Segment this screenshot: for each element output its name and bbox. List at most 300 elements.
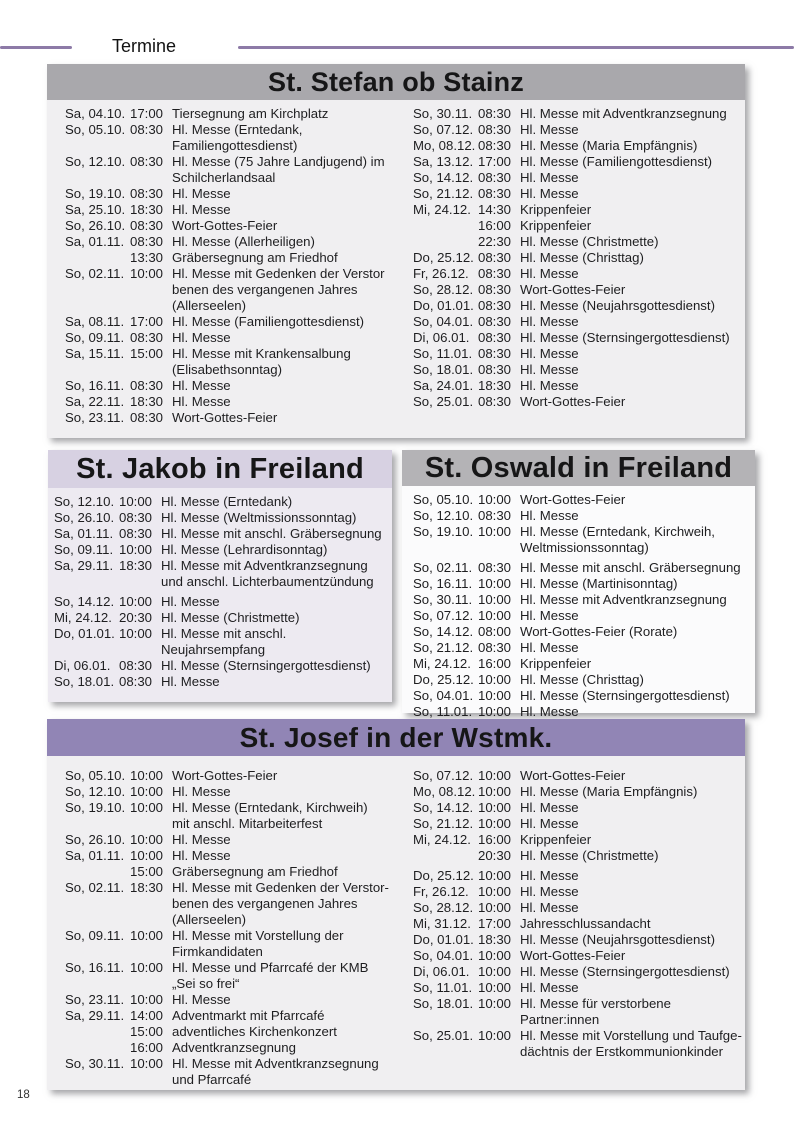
entry-time: 08:30 bbox=[119, 510, 153, 525]
entry-time: 08:30 bbox=[478, 640, 512, 655]
entry-date: So, 02.11. bbox=[65, 266, 125, 281]
entry-time: 10:00 bbox=[119, 494, 153, 509]
entry-date: So, 19.10. bbox=[65, 186, 126, 201]
entry-time: 08:30 bbox=[119, 526, 153, 541]
entry-time: 08:30 bbox=[119, 674, 153, 689]
schedule-column bbox=[402, 486, 755, 720]
entry-date: Sa, 04.10. bbox=[65, 106, 126, 121]
entry-description: Hl. Messe (Allerheiligen) bbox=[172, 234, 315, 249]
entry-description: Hl. Messe (Erntedank) bbox=[161, 494, 293, 509]
schedule-entry bbox=[413, 106, 745, 122]
entry-description: Hl. Messe mit Vorstellung der Firmkandidaten bbox=[172, 928, 344, 959]
entry-description: adventliches Kirchenkonzert bbox=[172, 1024, 337, 1039]
entry-description: Hl. Messe mit Krankensalbung (Elisabethsonntag) bbox=[172, 346, 351, 377]
schedule-entry bbox=[413, 154, 745, 170]
schedule-st-stefan bbox=[47, 100, 745, 426]
entry-description: Hl. Messe (Maria Empfängnis) bbox=[520, 784, 698, 799]
entry-time: 10:00 bbox=[478, 704, 512, 719]
entry-description: Wort-Gottes-Feier bbox=[520, 492, 626, 507]
entry-time: 08:30 bbox=[478, 298, 512, 313]
entry-time: 08:30 bbox=[478, 314, 512, 329]
entry-date: Do, 01.01. bbox=[413, 298, 474, 313]
entry-time: 10:00 bbox=[478, 576, 512, 591]
entry-time: 08:30 bbox=[130, 234, 164, 249]
entry-date: So, 11.01. bbox=[413, 346, 473, 361]
entry-time: 08:30 bbox=[130, 218, 164, 233]
schedule-entry bbox=[413, 932, 745, 948]
entry-date: So, 12.10. bbox=[54, 494, 115, 509]
entry-time: 08:30 bbox=[119, 658, 153, 673]
entry-date: Sa, 24.01. bbox=[413, 378, 474, 393]
entry-time: 08:30 bbox=[478, 394, 512, 409]
entry-description: Hl. Messe (Erntedank, Familiengottesdienst) bbox=[172, 122, 303, 153]
schedule-entry bbox=[65, 800, 396, 832]
schedule-entry bbox=[54, 658, 392, 674]
entry-description: Hl. Messe bbox=[520, 508, 579, 523]
entry-date: So, 09.11. bbox=[65, 928, 125, 943]
schedule-entry bbox=[413, 688, 755, 704]
section-st-oswald bbox=[402, 450, 755, 719]
entry-description: Hl. Messe bbox=[520, 314, 579, 329]
entry-time: 16:00 bbox=[478, 218, 512, 233]
schedule-entry bbox=[54, 494, 392, 510]
entry-description: Hl. Messe (Familiengottesdienst) bbox=[520, 154, 713, 169]
entry-description: Hl. Messe mit Adventkranzsegnung und anschl. Lichterbaumentzündung bbox=[161, 558, 374, 589]
entry-time: 18:30 bbox=[119, 558, 153, 573]
entry-description: Hl. Messe mit Gedenken der Verstor benen des vergangenen Jahres (Allerseelen) bbox=[172, 266, 385, 313]
entry-description: Gräbersegnung am Friedhof bbox=[172, 864, 338, 879]
schedule-entry bbox=[65, 1040, 396, 1056]
schedule-entry bbox=[413, 768, 745, 784]
schedule-entry bbox=[65, 250, 396, 266]
schedule-entry bbox=[65, 330, 396, 346]
entry-time: 16:00 bbox=[478, 832, 512, 847]
schedule-entry bbox=[413, 378, 745, 394]
entry-date: So, 02.11. bbox=[65, 880, 125, 895]
entry-time: 10:00 bbox=[478, 524, 512, 539]
entry-date: So, 05.10. bbox=[65, 768, 126, 783]
entry-description: Hl. Messe (Familiengottesdienst) bbox=[172, 314, 365, 329]
schedule-entry bbox=[413, 524, 755, 556]
entry-time: 10:00 bbox=[130, 1056, 164, 1071]
schedule-entry bbox=[413, 314, 745, 330]
entry-time: 10:00 bbox=[478, 672, 512, 687]
entry-description: Hl. Messe bbox=[172, 378, 231, 393]
entry-time: 10:00 bbox=[130, 784, 164, 799]
entry-date: So, 11.01. bbox=[413, 980, 473, 995]
schedule-entry bbox=[413, 394, 745, 410]
schedule-entry bbox=[65, 1008, 396, 1024]
entry-description: Hl. Messe bbox=[172, 784, 231, 799]
schedule-entry bbox=[413, 508, 755, 524]
entry-time: 10:00 bbox=[478, 996, 512, 1011]
entry-date bbox=[413, 234, 478, 250]
entry-description: Hl. Messe bbox=[520, 346, 579, 361]
entry-description: Hl. Messe (Christmette) bbox=[520, 234, 659, 249]
section-title-st-jakob: St. Jakob in Freiland bbox=[48, 450, 392, 488]
schedule-entry bbox=[413, 656, 755, 672]
entry-date: So, 25.01. bbox=[413, 1028, 474, 1043]
schedule-entry bbox=[413, 816, 745, 832]
entry-description: Krippenfeier bbox=[520, 832, 592, 847]
entry-description: Hl. Messe (Weltmissionssonntag) bbox=[161, 510, 357, 525]
schedule-entry bbox=[54, 626, 392, 658]
schedule-entry bbox=[413, 250, 745, 266]
schedule-column bbox=[48, 488, 392, 690]
entry-time: 08:30 bbox=[130, 154, 164, 169]
schedule-entry bbox=[413, 266, 745, 282]
entry-description: Krippenfeier bbox=[520, 202, 592, 217]
schedule-entry bbox=[54, 510, 392, 526]
schedule-entry bbox=[413, 624, 755, 640]
entry-date: So, 21.12. bbox=[413, 816, 474, 831]
entry-description: Hl. Messe bbox=[172, 202, 231, 217]
entry-date: So, 21.12. bbox=[413, 186, 474, 201]
entry-time: 10:00 bbox=[478, 964, 512, 979]
schedule-entry bbox=[413, 186, 745, 202]
schedule-entry bbox=[413, 1028, 745, 1060]
entry-date: So, 23.11. bbox=[65, 410, 125, 425]
schedule-entry bbox=[413, 218, 745, 234]
entry-time: 16:00 bbox=[130, 1040, 164, 1055]
entry-date: So, 30.11. bbox=[413, 106, 473, 121]
entry-description: Hl. Messe (75 Jahre Landjugend) im Schilcherlandsaal bbox=[172, 154, 385, 185]
entry-date: So, 28.12. bbox=[413, 900, 474, 915]
schedule-entry bbox=[413, 234, 745, 250]
entry-date: So, 19.10. bbox=[65, 800, 126, 815]
schedule-entry bbox=[65, 1024, 396, 1040]
entry-description: Hl. Messe bbox=[172, 394, 231, 409]
entry-time: 10:00 bbox=[478, 816, 512, 831]
entry-date: So, 07.12. bbox=[413, 768, 474, 783]
schedule-entry bbox=[65, 992, 396, 1008]
entry-time: 10:00 bbox=[130, 266, 164, 281]
entry-description: Hl. Messe (Christtag) bbox=[520, 672, 644, 687]
entry-description: Hl. Messe bbox=[520, 980, 579, 995]
schedule-entry bbox=[413, 916, 745, 932]
entry-time: 10:00 bbox=[130, 928, 164, 943]
entry-description: Adventmarkt mit Pfarrcafé bbox=[172, 1008, 325, 1023]
entry-time: 15:00 bbox=[130, 864, 164, 879]
entry-description: Hl. Messe bbox=[520, 900, 579, 915]
entry-date: So, 12.10. bbox=[65, 154, 126, 169]
schedule-column-left bbox=[47, 100, 396, 426]
entry-time: 08:30 bbox=[478, 106, 512, 121]
entry-time: 10:00 bbox=[478, 900, 512, 915]
entry-time: 08:30 bbox=[478, 186, 512, 201]
entry-date: So, 14.12. bbox=[413, 624, 474, 639]
schedule-entry bbox=[413, 784, 745, 800]
entry-time: 08:00 bbox=[478, 624, 512, 639]
entry-date: So, 12.10. bbox=[413, 508, 474, 523]
entry-description: Hl. Messe mit Adventkranzsegnung und Pfarrcafé bbox=[172, 1056, 379, 1087]
entry-description: Wort-Gottes-Feier bbox=[520, 394, 626, 409]
entry-time: 08:30 bbox=[478, 346, 512, 361]
entry-description: Hl. Messe bbox=[520, 884, 579, 899]
entry-date: So, 02.11. bbox=[413, 560, 473, 575]
schedule-entry bbox=[65, 186, 396, 202]
entry-time: 16:00 bbox=[478, 656, 512, 671]
entry-date: Fr, 26.12. bbox=[413, 884, 469, 899]
schedule-entry bbox=[413, 492, 755, 508]
entry-description: Hl. Messe bbox=[520, 122, 579, 137]
entry-date: Sa, 15.11. bbox=[65, 346, 125, 361]
schedule-entry bbox=[65, 768, 396, 784]
entry-description: Krippenfeier bbox=[520, 218, 592, 233]
page-number: 18 bbox=[17, 1089, 30, 1101]
entry-date: So, 26.10. bbox=[54, 510, 115, 525]
entry-time: 10:00 bbox=[478, 1028, 512, 1043]
entry-date: Di, 06.01. bbox=[413, 330, 470, 345]
entry-date: Di, 06.01. bbox=[54, 658, 111, 673]
entry-description: Hl. Messe bbox=[520, 608, 579, 623]
entry-time: 08:30 bbox=[478, 266, 512, 281]
schedule-entry bbox=[65, 410, 396, 426]
entry-description: Wort-Gottes-Feier bbox=[172, 768, 278, 783]
entry-time: 17:00 bbox=[130, 106, 164, 121]
entry-time: 10:00 bbox=[478, 784, 512, 799]
entry-date: So, 16.11. bbox=[65, 378, 125, 393]
entry-time: 10:00 bbox=[478, 948, 512, 963]
schedule-entry bbox=[413, 948, 745, 964]
entry-date: So, 12.10. bbox=[65, 784, 126, 799]
entry-date: Sa, 29.11. bbox=[65, 1008, 125, 1023]
schedule-entry bbox=[54, 610, 392, 626]
entry-description: Hl. Messe mit Vorstellung und Taufge- dächtnis der Erstkommunionkinder bbox=[520, 1028, 742, 1059]
entry-time: 10:00 bbox=[478, 688, 512, 703]
page-section-heading: Termine bbox=[112, 36, 177, 56]
schedule-column-right bbox=[396, 100, 745, 426]
entry-date: So, 23.11. bbox=[65, 992, 125, 1007]
entry-time: 10:00 bbox=[478, 868, 512, 883]
entry-description: Hl. Messe bbox=[172, 330, 231, 345]
entry-date: So, 21.12. bbox=[413, 640, 474, 655]
schedule-entry bbox=[65, 1056, 396, 1088]
schedule-entry bbox=[65, 314, 396, 330]
entry-description: Hl. Messe und Pfarrcafé der KMB „Sei so frei“ bbox=[172, 960, 369, 991]
schedule-entry bbox=[413, 832, 745, 848]
entry-time: 08:30 bbox=[130, 378, 164, 393]
entry-time: 10:00 bbox=[130, 848, 164, 863]
entry-time: 14:30 bbox=[478, 202, 512, 217]
entry-time: 08:30 bbox=[478, 508, 512, 523]
schedule-entry bbox=[65, 218, 396, 234]
entry-date: So, 26.10. bbox=[65, 832, 126, 847]
entry-time: 10:00 bbox=[119, 542, 153, 557]
schedule-entry bbox=[413, 576, 755, 592]
schedule-entry bbox=[65, 346, 396, 378]
section-title-st-josef: St. Josef in der Wstmk. bbox=[47, 719, 745, 756]
schedule-entry bbox=[413, 884, 745, 900]
entry-date: So, 26.10. bbox=[65, 218, 126, 233]
entry-time: 08:30 bbox=[478, 330, 512, 345]
entry-description: Hl. Messe bbox=[520, 378, 579, 393]
entry-date bbox=[413, 848, 478, 864]
entry-date: Di, 06.01. bbox=[413, 964, 470, 979]
entry-description: Hl. Messe bbox=[520, 266, 579, 281]
entry-date bbox=[65, 1024, 130, 1040]
entry-date: So, 14.12. bbox=[54, 594, 115, 609]
schedule-column-left bbox=[47, 756, 396, 1088]
entry-date: Sa, 01.11. bbox=[54, 526, 114, 541]
entry-description: Hl. Messe (Martinisonntag) bbox=[520, 576, 678, 591]
schedule-entry bbox=[65, 832, 396, 848]
schedule-entry bbox=[413, 672, 755, 688]
header-rule-left bbox=[0, 46, 72, 49]
schedule-entry bbox=[413, 900, 745, 916]
entry-time: 08:30 bbox=[130, 410, 164, 425]
entry-date bbox=[65, 864, 130, 880]
entry-date: Sa, 25.10. bbox=[65, 202, 126, 217]
header-rule-right bbox=[238, 46, 794, 49]
entry-description: Hl. Messe (Maria Empfängnis) bbox=[520, 138, 698, 153]
entry-time: 13:30 bbox=[130, 250, 164, 265]
entry-time: 08:30 bbox=[478, 138, 512, 153]
schedule-entry bbox=[413, 298, 745, 314]
schedule-entry bbox=[413, 138, 745, 154]
entry-date bbox=[413, 218, 478, 234]
schedule-st-jakob bbox=[48, 488, 392, 690]
entry-date: Mo, 08.12. bbox=[413, 138, 476, 153]
schedule-entry bbox=[65, 394, 396, 410]
entry-date: So, 05.10. bbox=[65, 122, 126, 137]
entry-description: Hl. Messe mit anschl. Neujahrsempfang bbox=[161, 626, 287, 657]
schedule-entry bbox=[65, 202, 396, 218]
entry-time: 10:00 bbox=[130, 960, 164, 975]
entry-description: Hl. Messe (Neujahrsgottesdienst) bbox=[520, 298, 715, 313]
entry-description: Hl. Messe mit Adventkranzsegnung bbox=[520, 106, 727, 121]
entry-date: So, 16.11. bbox=[65, 960, 125, 975]
entry-date: So, 04.01. bbox=[413, 688, 474, 703]
schedule-entry bbox=[54, 542, 392, 558]
entry-description: Hl. Messe bbox=[161, 594, 220, 609]
entry-description: Gräbersegnung am Friedhof bbox=[172, 250, 338, 265]
entry-date: Mi, 24.12. bbox=[413, 832, 471, 847]
schedule-entry bbox=[413, 996, 745, 1028]
entry-date bbox=[65, 1040, 130, 1056]
entry-date: So, 18.01. bbox=[413, 996, 474, 1011]
entry-description: Hl. Messe bbox=[520, 868, 579, 883]
schedule-entry bbox=[65, 378, 396, 394]
schedule-entry bbox=[413, 202, 745, 218]
entry-time: 10:00 bbox=[478, 884, 512, 899]
entry-time: 20:30 bbox=[478, 848, 512, 863]
entry-date: So, 14.12. bbox=[413, 170, 474, 185]
entry-date: So, 30.11. bbox=[413, 592, 473, 607]
entry-time: 15:00 bbox=[130, 346, 164, 361]
entry-description: Hl. Messe bbox=[161, 674, 220, 689]
entry-date: So, 25.01. bbox=[413, 394, 474, 409]
entry-time: 18:30 bbox=[478, 378, 512, 393]
schedule-entry bbox=[413, 362, 745, 378]
entry-description: Hl. Messe bbox=[520, 362, 579, 377]
entry-time: 10:00 bbox=[130, 832, 164, 847]
schedule-entry bbox=[413, 640, 755, 656]
entry-date: So, 30.11. bbox=[65, 1056, 125, 1071]
entry-description: Hl. Messe (Sternsingergottesdienst) bbox=[520, 330, 730, 345]
schedule-entry bbox=[413, 980, 745, 996]
entry-date: So, 18.01. bbox=[413, 362, 474, 377]
entry-description: Adventkranzsegnung bbox=[172, 1040, 296, 1055]
entry-date: So, 07.12. bbox=[413, 608, 474, 623]
entry-description: Hl. Messe bbox=[172, 848, 231, 863]
entry-date: So, 14.12. bbox=[413, 800, 474, 815]
entry-date: Mo, 08.12. bbox=[413, 784, 476, 799]
entry-description: Hl. Messe bbox=[520, 800, 579, 815]
entry-date: Do, 01.01. bbox=[413, 932, 474, 947]
entry-description: Tiersegnung am Kirchplatz bbox=[172, 106, 329, 121]
schedule-entry bbox=[65, 122, 396, 154]
entry-time: 08:30 bbox=[130, 330, 164, 345]
entry-time: 08:30 bbox=[478, 250, 512, 265]
entry-time: 10:00 bbox=[478, 608, 512, 623]
entry-description: Hl. Messe bbox=[172, 186, 231, 201]
entry-description: Hl. Messe für verstorbene Partner:innen bbox=[520, 996, 671, 1027]
schedule-entry bbox=[54, 674, 392, 690]
entry-description: Jahresschlussandacht bbox=[520, 916, 651, 931]
schedule-entry bbox=[413, 592, 755, 608]
schedule-entry bbox=[65, 960, 396, 992]
schedule-entry bbox=[54, 526, 392, 542]
entry-time: 08:30 bbox=[478, 170, 512, 185]
entry-description: Hl. Messe (Sternsingergottesdienst) bbox=[161, 658, 371, 673]
entry-date: So, 28.12. bbox=[413, 282, 474, 297]
entry-time: 10:00 bbox=[119, 626, 153, 641]
entry-time: 10:00 bbox=[130, 800, 164, 815]
entry-time: 10:00 bbox=[130, 992, 164, 1007]
entry-date: Do, 01.01. bbox=[54, 626, 115, 641]
schedule-entry bbox=[413, 608, 755, 624]
entry-date: Sa, 22.11. bbox=[65, 394, 125, 409]
schedule-entry bbox=[413, 122, 745, 138]
entry-description: Hl. Messe (Lehrardisonntag) bbox=[161, 542, 328, 557]
entry-time: 18:30 bbox=[130, 880, 164, 895]
entry-description: Hl. Messe (Christmette) bbox=[161, 610, 300, 625]
entry-description: Wort-Gottes-Feier bbox=[520, 768, 626, 783]
schedule-entry bbox=[413, 170, 745, 186]
schedule-entry bbox=[65, 154, 396, 186]
schedule-entry bbox=[65, 848, 396, 864]
schedule-entry bbox=[413, 560, 755, 576]
entry-date: So, 11.01. bbox=[413, 704, 473, 719]
entry-time: 17:00 bbox=[130, 314, 164, 329]
schedule-entry bbox=[413, 282, 745, 298]
entry-description: Hl. Messe mit anschl. Gräbersegnung bbox=[161, 526, 382, 541]
entry-time: 14:00 bbox=[130, 1008, 164, 1023]
schedule-entry bbox=[65, 266, 396, 314]
entry-date: Do, 25.12. bbox=[413, 868, 474, 883]
section-title-st-oswald: St. Oswald in Freiland bbox=[402, 450, 755, 486]
entry-date: Mi, 31.12. bbox=[413, 916, 471, 931]
entry-description: Hl. Messe bbox=[520, 170, 579, 185]
entry-description: Hl. Messe bbox=[172, 992, 231, 1007]
entry-description: Wort-Gottes-Feier bbox=[172, 410, 278, 425]
schedule-entry bbox=[413, 704, 755, 720]
entry-time: 10:00 bbox=[478, 800, 512, 815]
entry-date: Do, 25.12. bbox=[413, 250, 474, 265]
entry-time: 17:00 bbox=[478, 154, 512, 169]
entry-description: Wort-Gottes-Feier bbox=[172, 218, 278, 233]
entry-date: So, 19.10. bbox=[413, 524, 474, 539]
schedule-entry bbox=[413, 330, 745, 346]
entry-time: 17:00 bbox=[478, 916, 512, 931]
entry-description: Hl. Messe (Sternsingergottesdienst) bbox=[520, 964, 730, 979]
schedule-st-oswald bbox=[402, 486, 755, 720]
entry-time: 08:30 bbox=[130, 122, 164, 137]
entry-description: Hl. Messe (Sternsingergottesdienst) bbox=[520, 688, 730, 703]
section-title-st-stefan: St. Stefan ob Stainz bbox=[47, 64, 745, 100]
schedule-entry bbox=[65, 784, 396, 800]
